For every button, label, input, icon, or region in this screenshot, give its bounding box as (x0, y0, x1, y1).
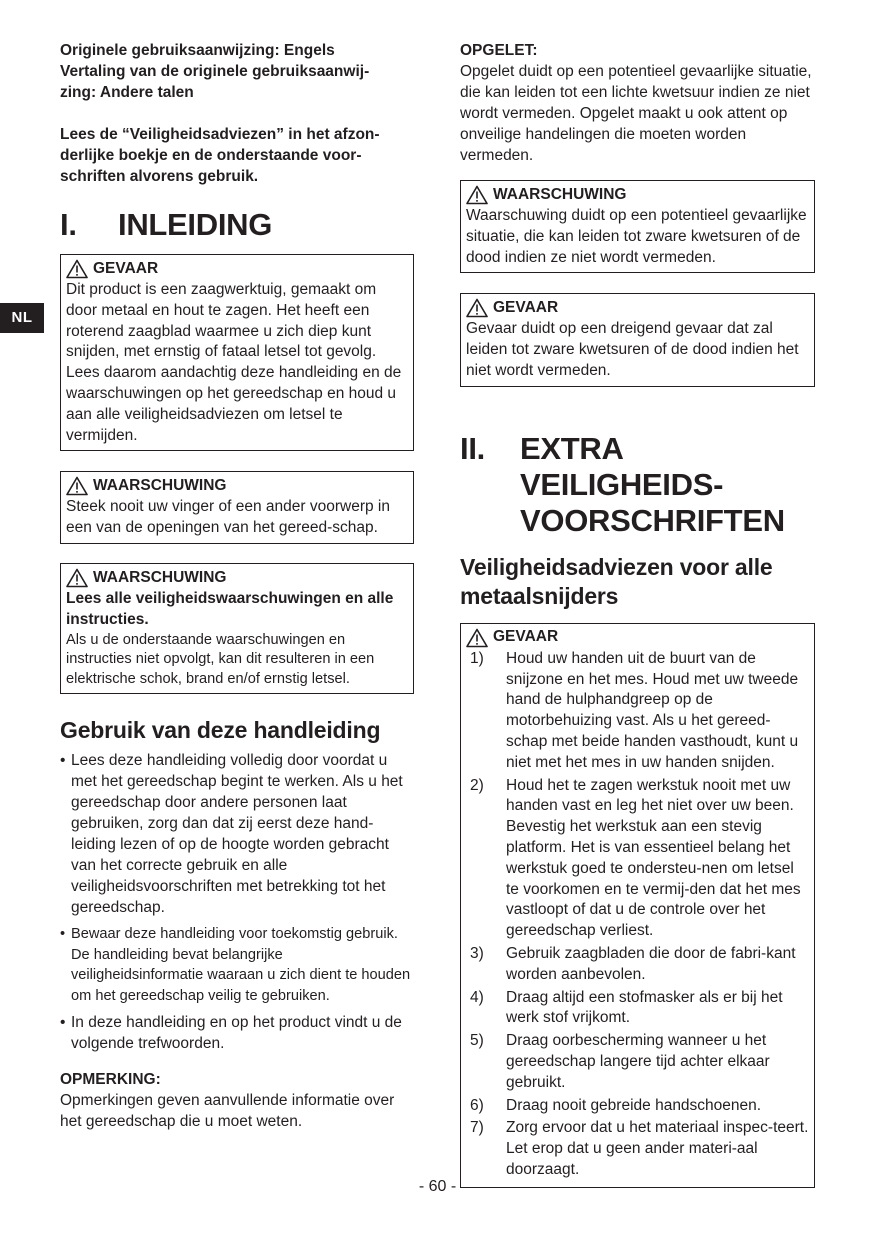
box-text: Waarschuwing duidt op een potentieel gevaarlijke situatie, die kan leiden tot zware kwetsuren of de dood indien ze niet wordt vermeden. (466, 207, 807, 266)
box-title: WAARSCHUWING (93, 568, 227, 586)
warning-box-definition (460, 180, 815, 273)
page-number: - 60 - (418, 1178, 457, 1195)
warning-triangle-icon (66, 568, 88, 588)
warning-triangle-icon (66, 259, 88, 279)
box-title: WAARSCHUWING (493, 185, 627, 203)
heading-manual-use: Gebruik van deze handleiding (60, 717, 381, 744)
section-title: INLEIDING (118, 207, 273, 242)
list-item: 4) Draag altijd een stofmasker als er bij het werk stof vrijkomt. (470, 988, 783, 1027)
box-text: Gevaar duidt op een dreigend gevaar dat zal leiden tot zware kwetsuren of de dood indien het niet wordt vermeden. (466, 320, 799, 379)
warning-triangle-icon (466, 185, 488, 205)
section-number: I. (60, 207, 77, 242)
note-label: OPMERKING: (60, 1071, 161, 1089)
danger-box-definition (460, 293, 815, 386)
box-header (466, 297, 809, 319)
intro-safety-notice: Lees de “Veiligheidsadviezen” in het afzon-derlijke boekje en de onderstaande voor-schriften alvorens gebruik. (60, 126, 380, 185)
box-header (66, 258, 408, 280)
warning-box-instructions (60, 563, 414, 694)
danger-box-metal-cutters (460, 623, 815, 1188)
section-title: EXTRA VEILIGHEIDS-VOORSCHRIFTEN (520, 430, 785, 538)
section-heading-extra-safety (460, 431, 815, 539)
warning-triangle-icon (466, 628, 488, 648)
list-item: 1) Houd uw handen uit de buurt van de snijzone en het mes. Houd met uw tweede hand de hulphandgreep op de motorbehuizing vast. Als u het gereed-schap met beide handen vasthoudt, kunt u niet met het mes in uw handen snijden. (470, 649, 799, 771)
section-heading-inleiding (60, 207, 414, 243)
caution-text: Opgelet duidt op een potentieel gevaarlijke situatie, die kan leiden tot een lichte kwetsuur indien ze niet wordt vermeden. Opgelet maakt u ook attent op onveilige handelingen die moeten worden vermeden. (460, 63, 812, 164)
note-text: Opmerkingen geven aanvullende informatie over het gereedschap die u moet weten. (60, 1092, 395, 1131)
language-tab: NL (0, 303, 44, 333)
box-header (466, 184, 809, 206)
list-item: 5) Draag oorbescherming wanneer u het gereedschap langere tijd achter elkaar gebruikt. (470, 1032, 770, 1091)
box-text: Dit product is een zaagwerktuig, gemaakt om door metaal en hout te zagen. Het heeft een roterend zaagblad waarmee u zich diep kunt snijden, met ernstig of fataal letsel tot gevolg. Lees daarom aandachtig deze handleiding en de waarschuwingen op het gereedschap en houd u aan alle veiligheidsadviezen om letsel te vermijden. (66, 281, 402, 444)
left-column (60, 40, 414, 1132)
list-item: • Lees deze handleiding volledig door voordat u met het gereedschap begint te werken. Als u het gereedschap door andere personen laat gebruiken, zorg dan dat zij eerst deze hand-leiding lezen of op de hoogte worden gebracht van het correcte gebruik en alle veiligheidsvoorschriften met betrekking tot het gereedschap. (60, 750, 414, 918)
box-text: Steek nooit uw vinger of een ander voorwerp in een van de openingen van het gereed-schap. (66, 498, 390, 537)
warning-box-openings (60, 471, 414, 544)
box-header (66, 475, 408, 497)
box-title: GEVAAR (93, 259, 159, 277)
danger-box-intro (60, 254, 414, 451)
safety-numbered-list (466, 649, 809, 1181)
intro-original-language: Originele gebruiksaanwijzing: Engels Vertaling van de originele gebruiksaanwij-zing: Andere talen (60, 42, 370, 101)
box-header (66, 567, 408, 589)
list-item: 3) Gebruik zaagbladen die door de fabri-kant worden aanbevolen. (470, 944, 796, 983)
list-item: 7) Zorg ervoor dat u het materiaal inspec-teert. Let erop dat u geen ander materi-aal doorzaagt. (470, 1119, 809, 1178)
manual-bullet-list (60, 750, 414, 1054)
box-bold-text: Lees alle veiligheidswaarschuwingen en alle instructies. (66, 589, 394, 628)
right-column (460, 40, 815, 1188)
list-item: 6) Draag nooit gebreide handschoenen. (470, 1096, 762, 1114)
warning-triangle-icon (66, 476, 88, 496)
caution-label: OPGELET: (460, 42, 538, 59)
list-item: • Bewaar deze handleiding voor toekomstig gebruik. De handleiding bevat belangrijke veiligheidsinformatie waaraan u zich dient te houden om het gereedschap veilig te gebruiken. (60, 924, 414, 1006)
warning-triangle-icon (466, 298, 488, 318)
box-title: GEVAAR (493, 298, 559, 316)
heading-metal-cutters: Veiligheidsadviezen voor alle metaalsnijders (460, 553, 773, 609)
box-header (466, 627, 809, 649)
section-number: II. (460, 430, 485, 466)
box-title: WAARSCHUWING (93, 476, 227, 494)
list-item: • In deze handleiding en op het product vindt u de volgende trefwoorden. (60, 1012, 414, 1054)
list-item: 2) Houd het te zagen werkstuk nooit met uw handen vast en leg het niet over uw been. Bevestig het werkstuk aan een stevig platform. Het is van essentieel belang het werkstuk goed te ondersteu-nen om letsel te voorkomen en te vermij-den dat het mes vastloopt of dat u de controle over het gereedschap verliest. (470, 776, 801, 940)
box-text: Als u de onderstaande waarschuwingen en instructies niet opvolgt, kan dit resulteren in een elektrische schok, brand en/of ernstig letsel. (66, 631, 375, 687)
box-title: GEVAAR (493, 628, 559, 646)
